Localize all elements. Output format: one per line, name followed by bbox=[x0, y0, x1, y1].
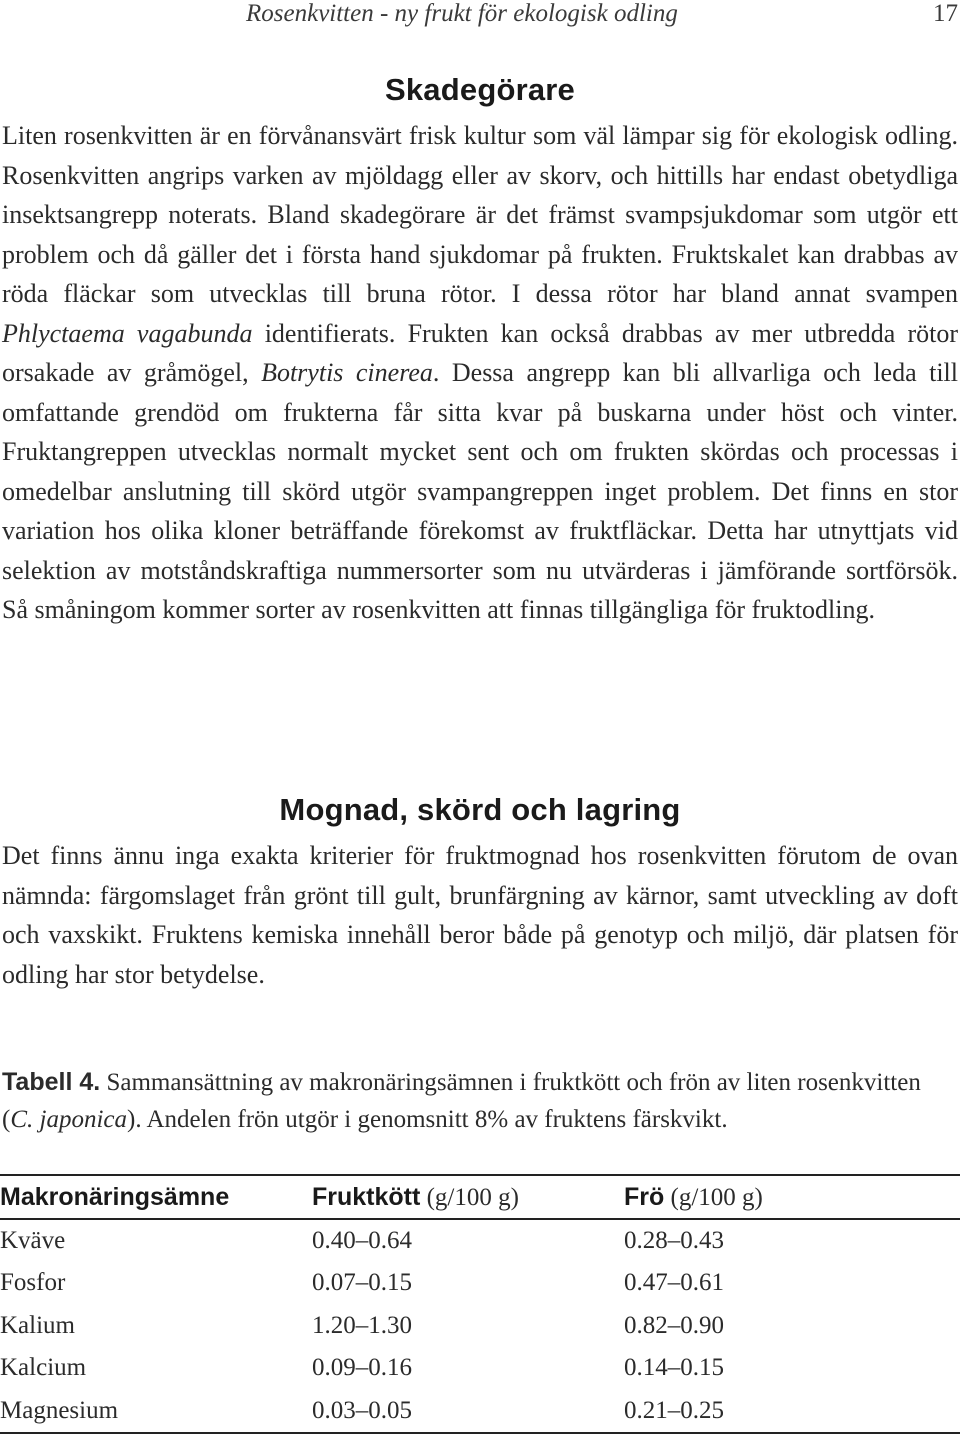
table-cell: 0.82–0.90 bbox=[624, 1311, 724, 1339]
column-header: Makronäringsämne bbox=[0, 1182, 230, 1211]
table-cell: 0.40–0.64 bbox=[312, 1226, 412, 1254]
table-bottom-rule bbox=[0, 1432, 960, 1434]
table-cell: 0.21–0.25 bbox=[624, 1396, 724, 1424]
section-heading-harvest: Mognad, skörd och lagring bbox=[279, 792, 681, 827]
table-cell: Kalcium bbox=[0, 1354, 87, 1382]
column-header: Fruktkött (g/100 g) bbox=[312, 1182, 519, 1211]
table-cell: Magnesium bbox=[0, 1396, 119, 1424]
table-row bbox=[0, 1305, 960, 1348]
table-cell: 0.47–0.61 bbox=[624, 1269, 724, 1297]
table-row bbox=[0, 1390, 960, 1433]
caption-text-2: ). Andelen frön utgör i genomsnitt 8% av fruktens färskvikt. bbox=[127, 1105, 728, 1133]
running-header bbox=[0, 0, 960, 34]
nutrient-table bbox=[0, 1174, 960, 1434]
pests-text-3: . Dessa angrepp kan bli allvarliga och leda till omfattande grendöd om frukterna får sitta kvar på buskarna under höst och vinter. Fruktangreppen utvecklas normalt mycket sent och om frukten skördas och processas i omedelbar anslutning till skörd utgör svampangreppen inget problem. Det finns en stor variation hos olika kloner beträffande förekomst av fruktfläckar. Detta har utnyttjats vid selektion av motståndskraftiga nummersorter som nu utvärderas i jämförande sortförsök. Så småningom kommer sorter av rosenkvitten att finnas tillgängliga för fruktodling. bbox=[2, 358, 958, 624]
table-label: Tabell 4. bbox=[2, 1068, 101, 1096]
column-header: Frö (g/100 g) bbox=[624, 1182, 763, 1211]
caption-species: C. japonica bbox=[10, 1105, 127, 1133]
section-heading-pests: Skadegörare bbox=[384, 72, 576, 107]
pests-species-1: Phlyctaema vagabunda bbox=[2, 318, 253, 348]
table-caption bbox=[2, 1064, 952, 1138]
table-cell: 0.14–0.15 bbox=[624, 1354, 724, 1382]
table-cell: Fosfor bbox=[0, 1269, 66, 1297]
page-number: 17 bbox=[933, 0, 958, 27]
table-cell: 0.09–0.16 bbox=[312, 1354, 412, 1382]
paragraph-pests bbox=[2, 116, 958, 630]
pests-text-1: Liten rosenkvitten är en förvånansvärt frisk kultur som väl lämpar sig för ekologisk odling. Rosenkvitten angrips varken av mjöldagg eller av skorv, och hittills har endast obetydliga insektsangrepp noterats. Bland skadegörare är det främst svampsjukdomar som utgör ett problem och då gäller det i första hand sjukdomar på frukten. Fruktskalet kan drabbas av röda fläckar som utvecklas till bruna rötor. I dessa rötor har bland annat svampen bbox=[2, 121, 958, 308]
table-header-row bbox=[0, 1176, 960, 1218]
pests-text-2: identifierats. Frukten kan också drabbas av mer utbredda rötor orsakade av gråmögel, bbox=[2, 318, 958, 387]
paragraph-harvest: Det finns ännu inga exakta kriterier för fruktmognad hos rosenkvitten förutom de ovan nämnda: färgomslaget från grönt till gult, brunfärgning av kärnor, samt utveckling av doft och vaxskikt. Fruktens kemiska innehåll beror både på genotyp och miljö, där platsen för odling har stor betydelse. bbox=[2, 841, 958, 989]
table-row bbox=[0, 1262, 960, 1305]
running-title: Rosenkvitten - ny frukt för ekologisk odling bbox=[246, 0, 678, 27]
table-row bbox=[0, 1347, 960, 1390]
table-cell: 1.20–1.30 bbox=[312, 1311, 412, 1339]
table-cell: Kväve bbox=[0, 1226, 66, 1254]
table-cell: Kalium bbox=[0, 1311, 75, 1339]
table-cell: 0.03–0.05 bbox=[312, 1396, 412, 1424]
pests-species-2: Botrytis cinerea bbox=[261, 358, 433, 387]
table-row bbox=[0, 1220, 960, 1263]
caption-text-1: Sammansättning av makronäringsämnen i fruktkött och frön av liten rosenkvitten ( bbox=[2, 1069, 921, 1133]
table-cell: 0.07–0.15 bbox=[312, 1269, 412, 1297]
table-cell: 0.28–0.43 bbox=[624, 1226, 724, 1254]
